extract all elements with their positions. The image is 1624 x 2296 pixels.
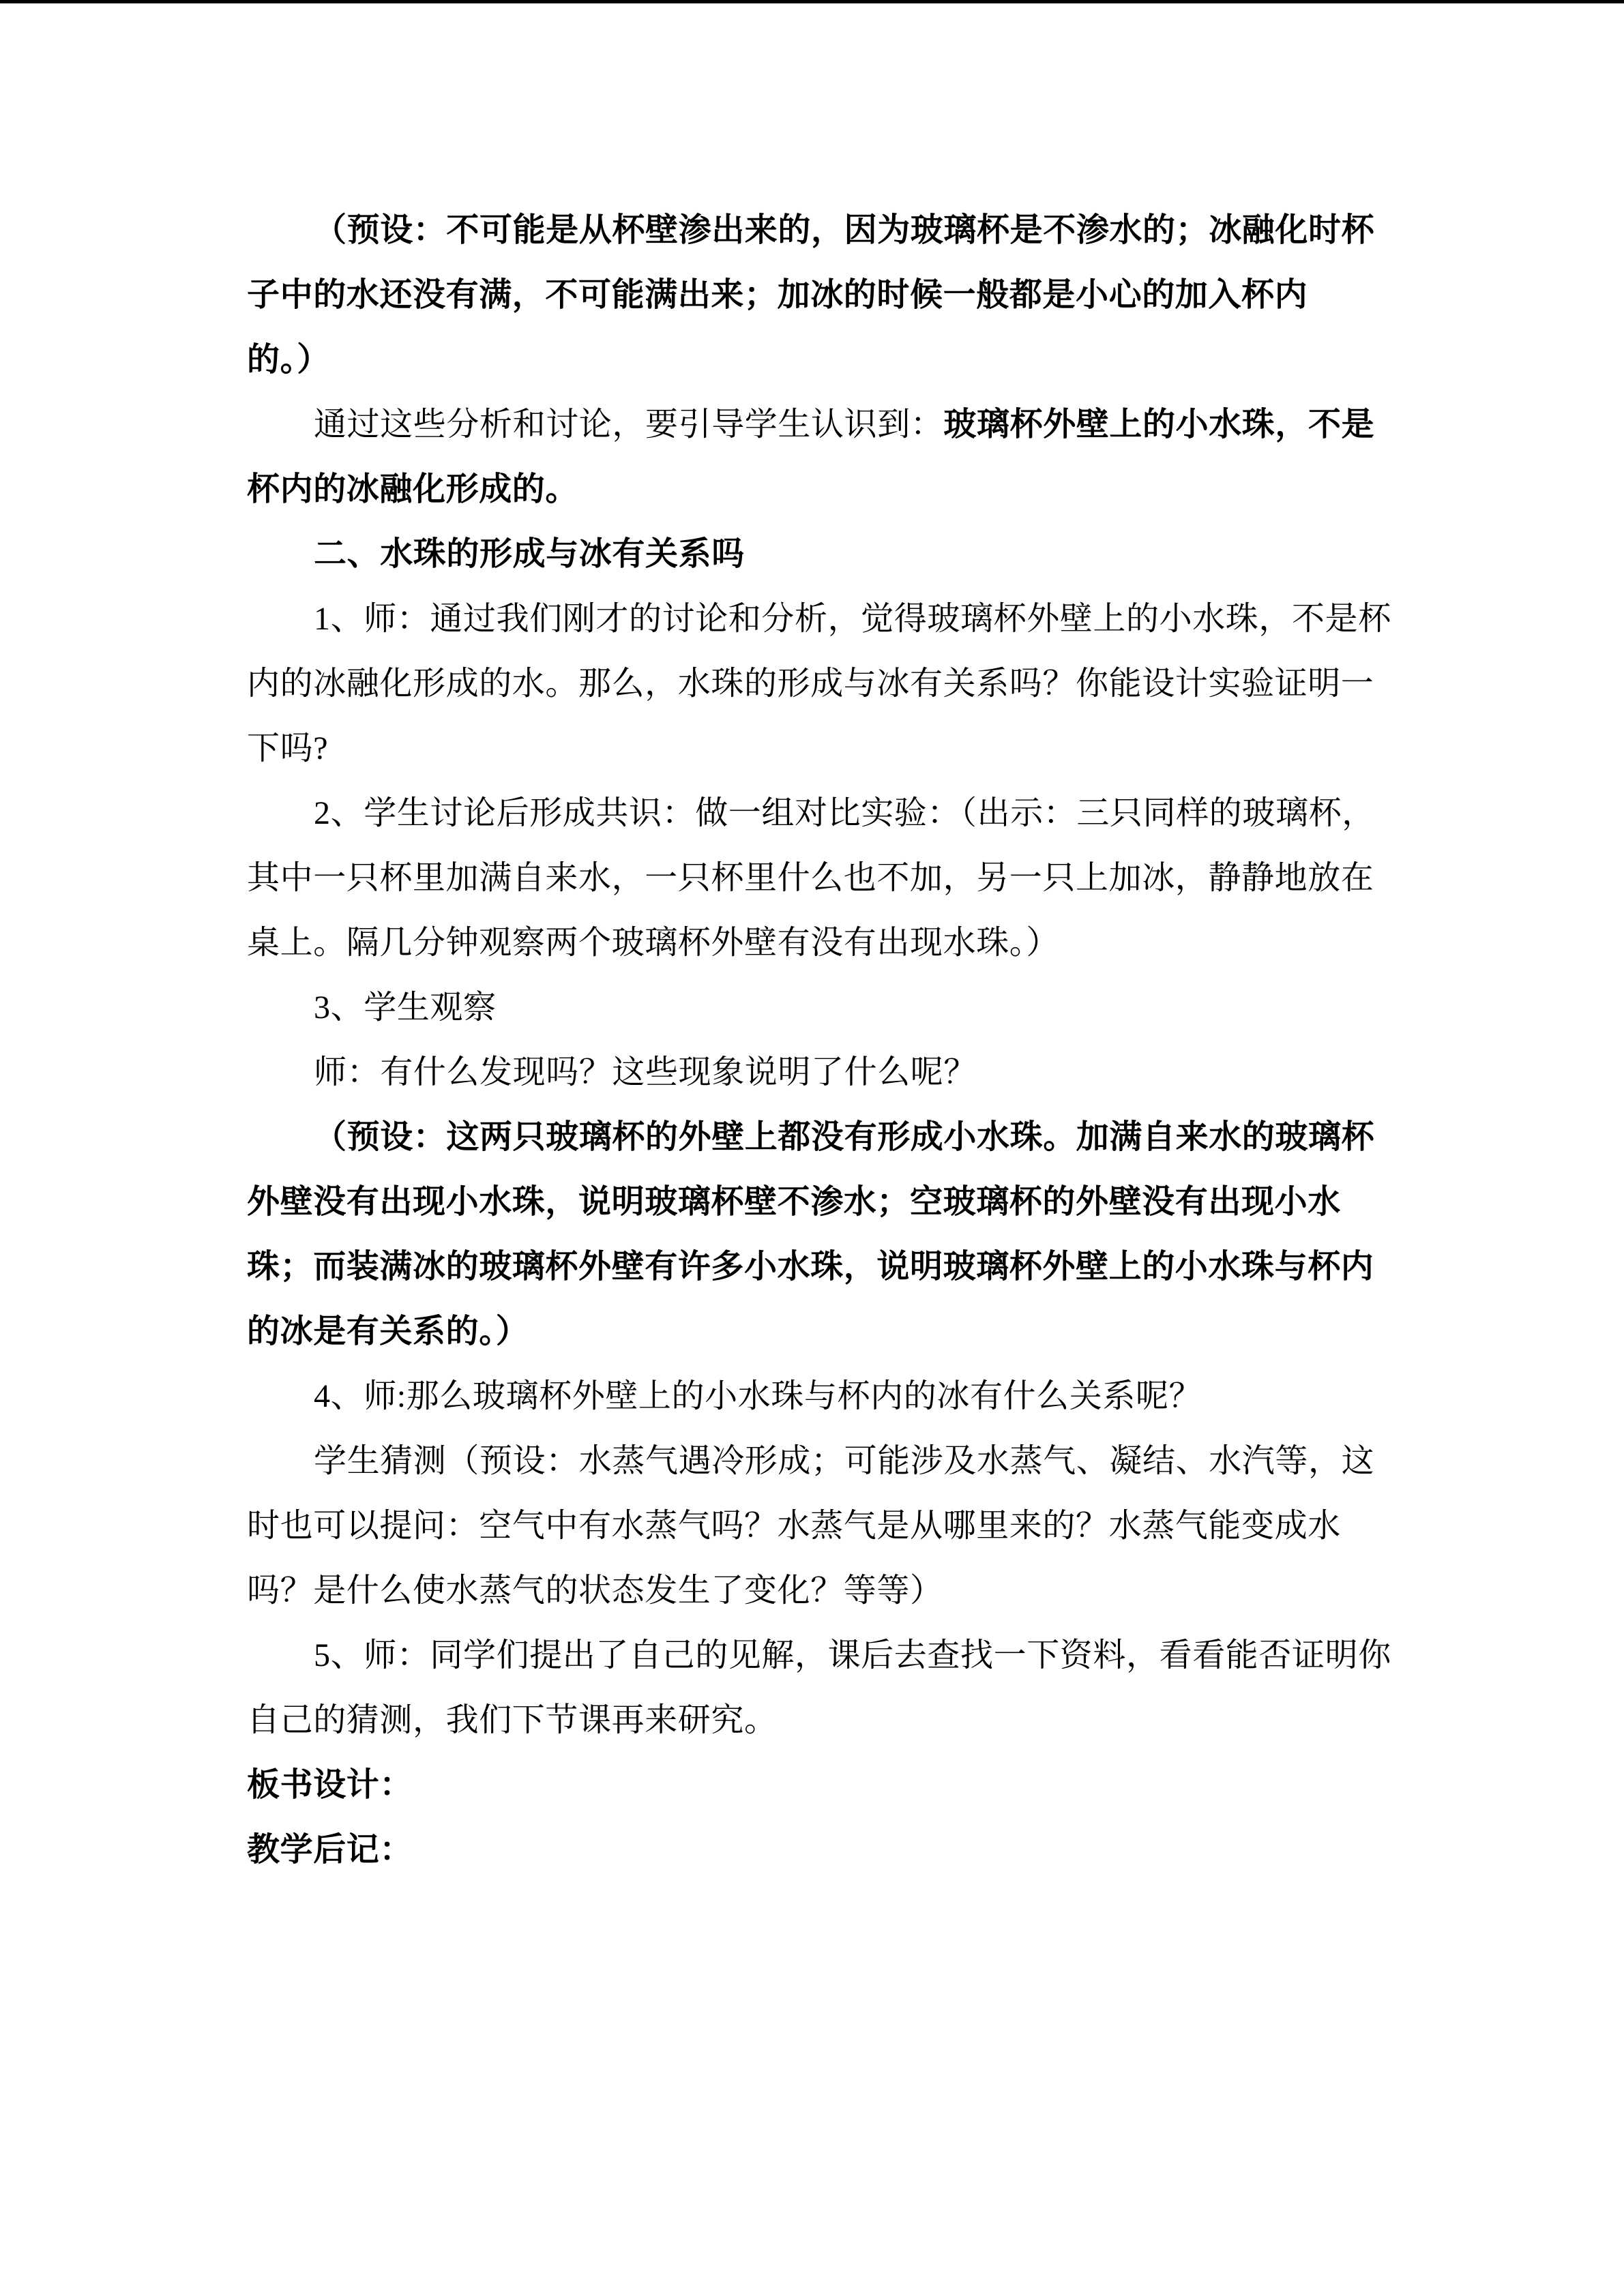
text-line: [247, 846, 1387, 910]
text-run: 吗？是什么使水蒸气的状态发生了变化？等等）: [247, 1572, 943, 1609]
document-body: [247, 198, 1391, 1882]
text-run: 教学后记：: [247, 1832, 413, 1868]
text-run: 学生猜测（预设：水蒸气遇冷形成；可能涉及水蒸气、凝结、水汽等，这: [314, 1443, 1375, 1479]
text-run: 二、水珠的形成与冰有关系吗: [314, 536, 745, 572]
text-line: [247, 910, 1387, 975]
text-line: [247, 651, 1387, 716]
text-run: 杯内的冰融化形成的。: [247, 471, 579, 507]
text-line: [247, 1040, 1387, 1105]
text-run: 其中一只杯里加满自来水，一只杯里什么也不加，另一只上加冰，静静地放在: [247, 860, 1374, 896]
text-line: [247, 1105, 1387, 1169]
text-run: 2、学生讨论后形成共识：做一组对比实验：（出示：三只同样的玻璃杯，: [314, 795, 1375, 831]
text-run: 5、师：同学们提出了自己的见解，课后去查找一下资料，看看能否证明你: [314, 1637, 1391, 1673]
text-run: 通过这些分析和讨论，要引导学生认识到：: [314, 406, 944, 443]
text-run: 时也可以提问：空气中有水蒸气吗？水蒸气是从哪里来的？水蒸气能变成水: [247, 1508, 1341, 1544]
text-run: （预设：这两只玻璃杯的外壁上都没有形成小水珠。加满自来水的玻璃杯: [314, 1119, 1375, 1155]
text-line: [247, 522, 1387, 586]
text-line: [247, 1234, 1387, 1299]
text-run: 1、师：通过我们刚才的讨论和分析，觉得玻璃杯外壁上的小水珠，不是杯: [314, 601, 1391, 637]
text-run: 的冰是有关系的。）: [247, 1313, 529, 1350]
text-run: 内的冰融化形成的水。那么，水珠的形成与冰有关系吗？你能设计实验证明一: [247, 666, 1374, 702]
text-line: [247, 392, 1387, 457]
text-line: [247, 1299, 1387, 1364]
text-line: [247, 457, 1387, 522]
text-line: [247, 1364, 1387, 1429]
text-line: [247, 716, 1387, 781]
text-run: 子中的水还没有满，不可能满出来；加冰的时候一般都是小心的加入杯内: [247, 277, 1308, 313]
text-line: [247, 1169, 1387, 1234]
text-line: [247, 781, 1387, 846]
text-line: [247, 1817, 1387, 1882]
text-run: 外壁没有出现小水珠，说明玻璃杯壁不渗水；空玻璃杯的外壁没有出现小水: [247, 1184, 1341, 1220]
page-top-edge: [0, 0, 1624, 3]
text-line: [247, 263, 1387, 327]
text-run: 3、学生观察: [314, 989, 497, 1026]
text-line: [247, 586, 1391, 651]
text-line: [247, 1623, 1391, 1688]
text-line: [247, 327, 1387, 392]
text-line: [247, 1753, 1387, 1817]
text-line: [247, 975, 1387, 1040]
text-run: 自己的猜测，我们下节课再来研究。: [247, 1702, 778, 1738]
text-run: 珠；而装满冰的玻璃杯外壁有许多小水珠，说明玻璃杯外壁上的小水珠与杯内: [247, 1249, 1374, 1285]
text-run: 玻璃杯外壁上的小水珠，不是: [943, 406, 1375, 443]
text-run: 的。）: [247, 342, 330, 378]
text-run: 师：有什么发现吗？这些现象说明了什么呢？: [314, 1054, 977, 1090]
text-line: [247, 198, 1387, 263]
text-line: [247, 1493, 1387, 1558]
text-run: 桌上。隔几分钟观察两个玻璃杯外壁有没有出现水珠。）: [247, 925, 1060, 961]
text-run: 4、师:那么玻璃杯外壁上的小水珠与杯内的冰有什么关系呢？: [314, 1378, 1202, 1414]
text-line: [247, 1688, 1387, 1753]
text-run: （预设：不可能是从杯壁渗出来的，因为玻璃杯是不渗水的；冰融化时杯: [314, 212, 1375, 248]
text-line: [247, 1558, 1387, 1623]
text-run: 板书设计：: [247, 1767, 413, 1803]
text-run: 下吗?: [247, 730, 329, 766]
text-line: [247, 1429, 1387, 1493]
